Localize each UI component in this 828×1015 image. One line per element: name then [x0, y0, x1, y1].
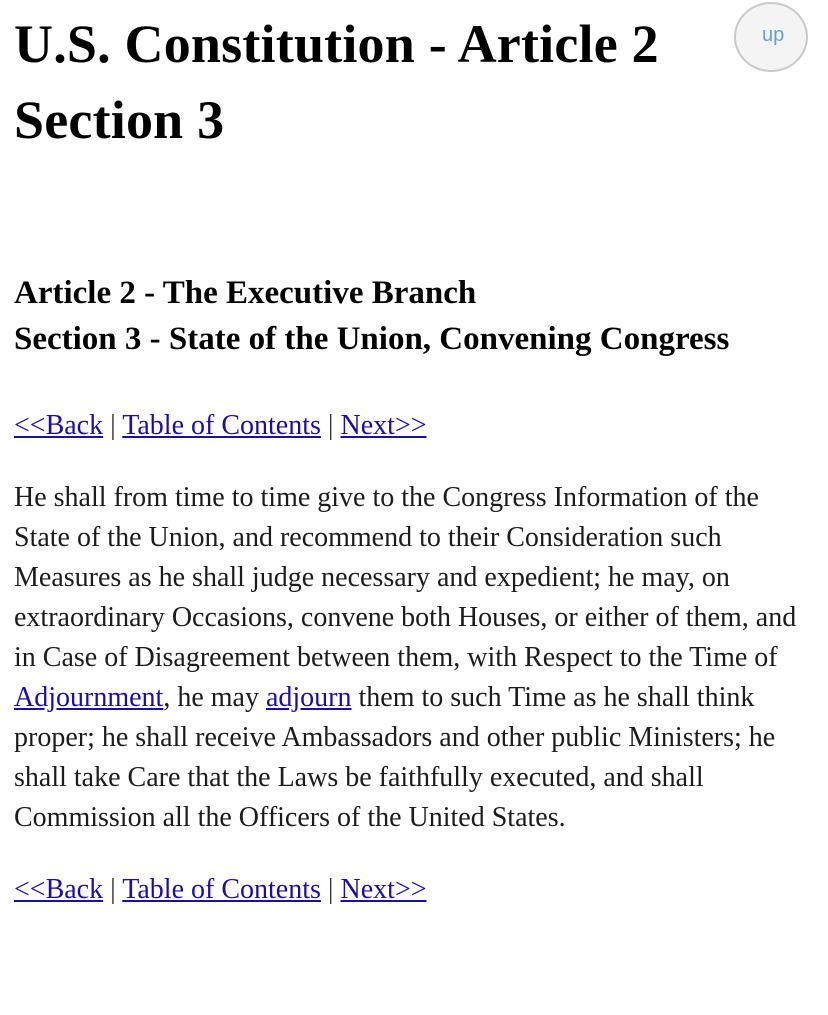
adjournment-link[interactable]: Adjournment [14, 682, 164, 713]
nav-separator: | [327, 410, 334, 441]
adjourn-link[interactable]: adjourn [265, 682, 352, 713]
page-content [14, 0, 814, 910]
up-arrow-circle-icon: up [762, 24, 785, 46]
section-heading: Section 3 - State of the Union, Convening Congress [14, 321, 730, 357]
section-text-part3: them to such Time as he shall think proper; he shall receive Ambassadors and other public Ministers; he shall take Care that the Laws be faithfully executed, and shall Commission all the Officers of the United States. [14, 682, 776, 833]
nav-bar-bottom [14, 870, 814, 910]
section-subheading [14, 270, 814, 362]
table-of-contents-link[interactable]: Table of Contents [122, 874, 321, 905]
page-title [14, 0, 814, 158]
article-heading: Article 2 - The Executive Branch [14, 275, 477, 311]
page-title-line2: Section 3 [14, 90, 225, 150]
scroll-up-button[interactable] [734, 2, 808, 72]
nav-separator: | [110, 410, 116, 441]
next-link[interactable]: Next>> [340, 410, 427, 441]
back-link[interactable]: <<Back [14, 874, 104, 905]
nav-separator: | [110, 874, 116, 905]
next-link[interactable]: Next>> [340, 874, 427, 905]
section-text [14, 478, 814, 838]
nav-separator: | [327, 874, 334, 905]
page-title-line1: U.S. Constitution - Article 2 [14, 14, 659, 74]
section-text-part1: He shall from time to time give to the Congress Information of the State of the Union, and recommend to their Consideration such Measures as he shall judge necessary and expedient; he may, on extraordinary Occasions, convene both Houses, or either of them, and in Case of Disagreement between them, with Respect to the Time of [14, 482, 797, 673]
back-link[interactable]: <<Back [14, 410, 104, 441]
section-text-part2: , he may [163, 682, 266, 713]
table-of-contents-link[interactable]: Table of Contents [122, 410, 321, 441]
nav-bar-top [14, 406, 814, 446]
